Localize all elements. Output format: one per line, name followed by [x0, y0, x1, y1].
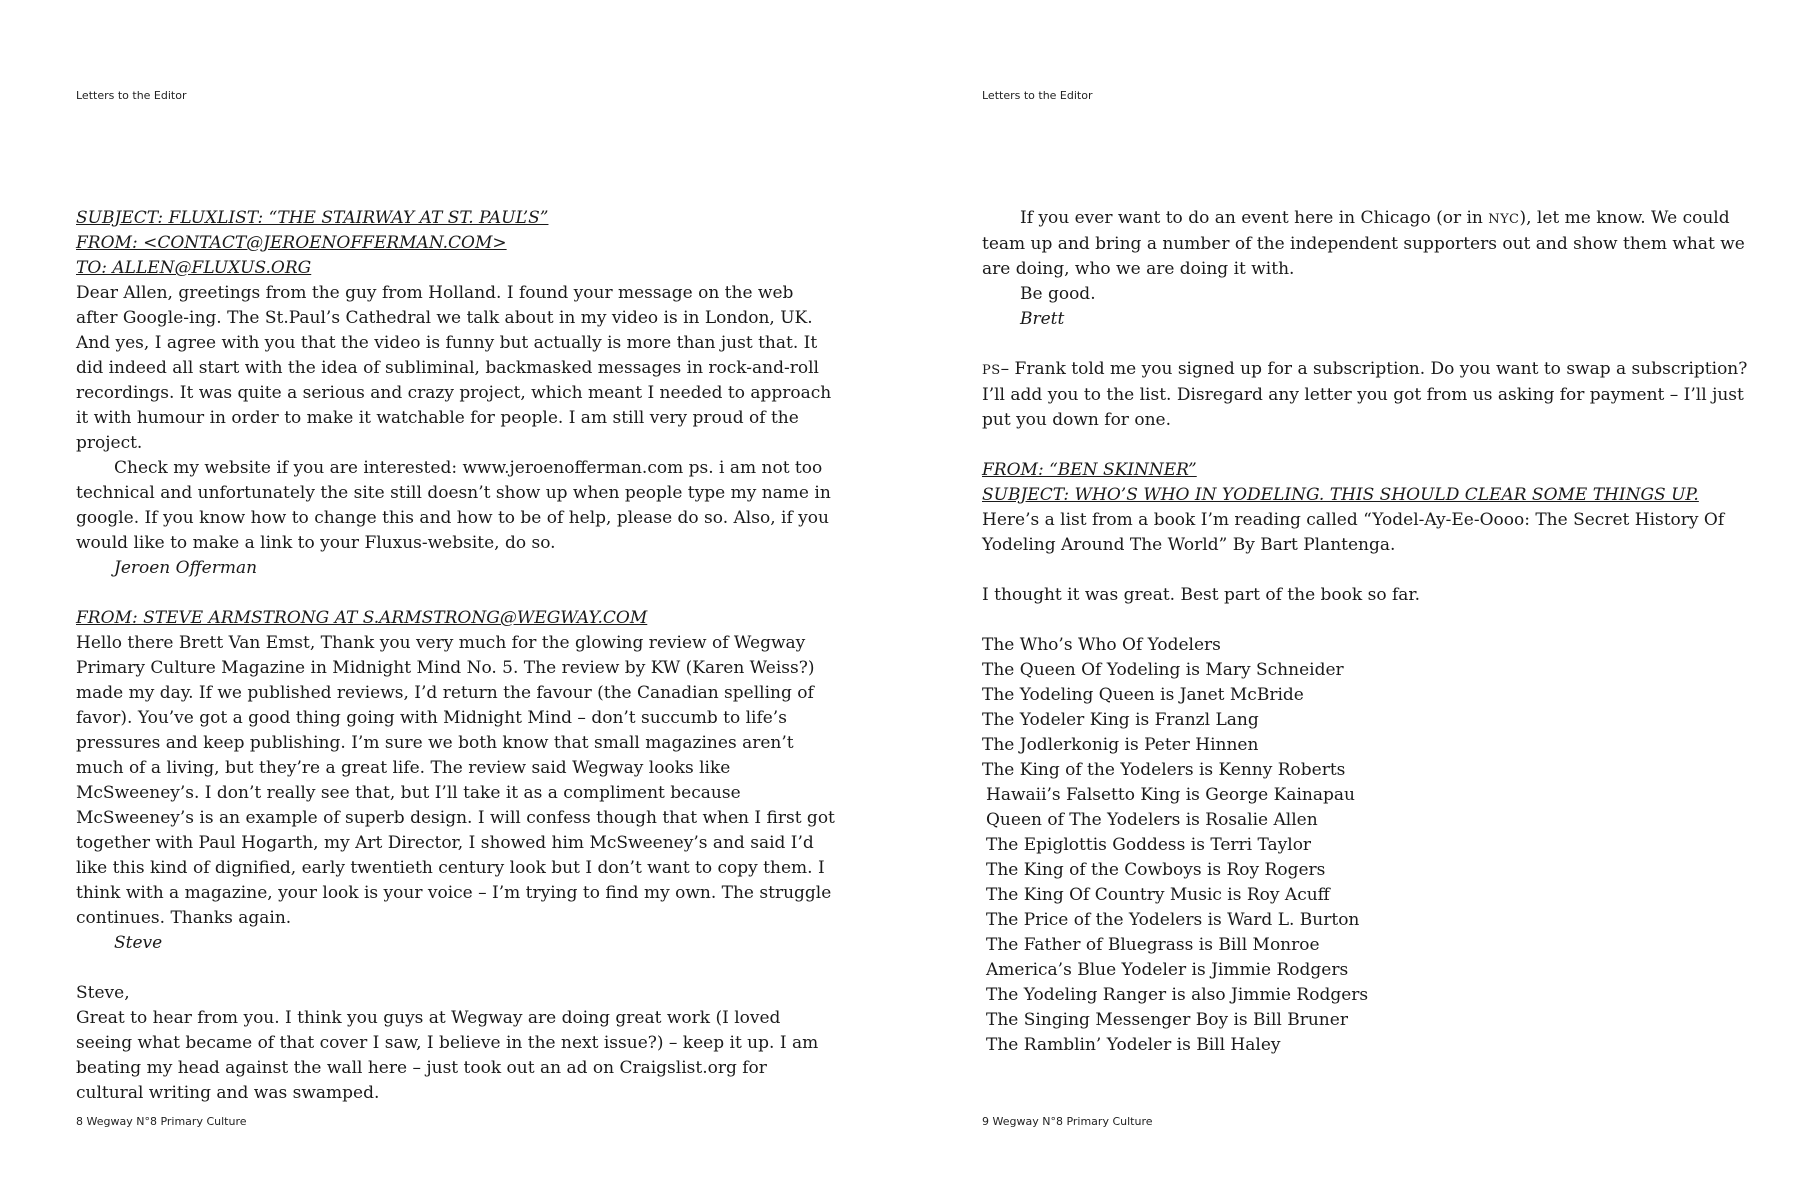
letter-paragraph: Great to hear from you. I think you guys at Wegway are doing great work (I loved seeing what became of that cover I saw, I believe in the next issue?) – keep it up. I am beating my head against the wall here – just took out an ad on Craigslist.org for cultural writing and was swamped.: [76, 1008, 819, 1103]
list-item: The Yodeling Ranger is also Jimmie Rodgers: [986, 985, 1369, 1005]
list-item: Hawaii’s Falsetto King is George Kainapau: [986, 785, 1355, 805]
letter-paragraph: [982, 206, 1754, 282]
list-item: The Yodeling Queen is Janet McBride: [982, 685, 1304, 705]
letter-from: FROM: “BEN SKINNER”: [982, 460, 1197, 480]
letter-reply-continued: [982, 206, 1754, 433]
list-item: The Price of the Yodelers is Ward L. Burton: [986, 910, 1360, 930]
letter-subject: SUBJECT: FLUXLIST: “THE STAIRWAY AT ST. PAUL’S”: [76, 208, 549, 228]
letter-postscript: [982, 357, 1754, 433]
letter-ben-skinner: [982, 458, 1754, 1058]
letter-paragraph: Hello there Brett Van Emst, Thank you very much for the glowing review of Wegway Primary Culture Magazine in Midnight Mind No. 5. The review by KW (Karen Weiss?) made my day. If we published reviews, I’d return the favour (the Canadian spelling of favor). You’ve got a good thing going with Midnight Mind – don’t succumb to life’s pressures and keep publishing. I’m sure we both know that small magazines aren’t much of a living, but they’re a great life. The review said Wegway looks like McSweeney’s. I don’t really see that, but I’ll take it as a compliment because McSweeney’s is an example of superb design. I will confess though that when I first got together with Paul Hogarth, my Art Director, I showed him McSweeney’s and said I’d like this kind of dignified, early twentieth century look but I don’t want to copy them. I think with a magazine, your look is your voice – I’m trying to find my own. The struggle continues. Thanks again.: [76, 633, 835, 928]
list-item: The King of the Yodelers is Kenny Roberts: [982, 760, 1346, 780]
letter-reply-to-steve: [76, 981, 838, 1106]
list-item: The Queen Of Yodeling is Mary Schneider: [982, 660, 1344, 680]
page-folio: 8 Wegway N°8 Primary Culture: [76, 1115, 247, 1128]
small-caps-nyc: NYC: [1488, 212, 1520, 227]
yodeler-list: [982, 633, 1754, 1058]
letter-steve-armstrong: [76, 606, 838, 956]
right-page: [900, 0, 1800, 1200]
list-item: The King Of Country Music is Roy Acuff: [986, 885, 1330, 905]
running-head: Letters to the Editor: [76, 89, 187, 102]
list-item: The Who’s Who Of Yodelers: [982, 635, 1221, 655]
letter-signature: Brett: [1020, 309, 1065, 329]
list-item: Queen of The Yodelers is Rosalie Allen: [986, 810, 1318, 830]
letter-paragraph: Check my website if you are interested: www.jeroenofferman.com ps. i am not too technical and unfortunately the site still doesn’t show up when people type my name in google. If you know how to change this and how to be of help, please do so. Also, if you would like to make a link to your Fluxus-website, do so.: [76, 458, 831, 553]
text-run: If you ever want to do an event here in Chicago (or in: [1020, 208, 1489, 228]
list-item: The Ramblin’ Yodeler is Bill Haley: [986, 1035, 1281, 1055]
letter-paragraph: I thought it was great. Best part of the book so far.: [982, 585, 1421, 605]
text-run: ), let me know. We could team up and bring a number of the independent supporters out and show them what we are doing, who we are doing it with.: [982, 208, 1745, 279]
list-item: The Singing Messenger Boy is Bill Bruner: [986, 1010, 1348, 1030]
list-item: The Father of Bluegrass is Bill Monroe: [986, 935, 1320, 955]
list-item: The Epiglottis Goddess is Terri Taylor: [986, 835, 1312, 855]
left-page-body: [76, 206, 838, 1106]
letter-subject: SUBJECT: WHO’S WHO IN YODELING. THIS SHOULD CLEAR SOME THINGS UP.: [982, 485, 1699, 505]
letter-salutation: Steve,: [76, 983, 130, 1003]
letter-jeroen-offerman: [76, 206, 838, 581]
page-folio: 9 Wegway N°8 Primary Culture: [982, 1115, 1153, 1128]
list-item: The Yodeler King is Franzl Lang: [982, 710, 1259, 730]
list-item: The Jodlerkonig is Peter Hinnen: [982, 735, 1259, 755]
letter-from: FROM: STEVE ARMSTRONG AT S.ARMSTRONG@WEGWAY.COM: [76, 608, 648, 628]
right-page-body: [982, 206, 1754, 1058]
letter-from: FROM: <CONTACT@JEROENOFFERMAN.COM>: [76, 233, 507, 253]
running-head: Letters to the Editor: [982, 89, 1093, 102]
letter-closing: Be good.: [1020, 284, 1096, 304]
letter-signature: Jeroen Offerman: [114, 558, 258, 578]
letter-signature: Steve: [114, 933, 163, 953]
list-item: America’s Blue Yodeler is Jimmie Rodgers: [986, 960, 1349, 980]
letter-to: TO: ALLEN@FLUXUS.ORG: [76, 258, 312, 278]
letter-paragraph: Here’s a list from a book I’m reading called “Yodel-Ay-Ee-Oooo: The Secret History Of Yodeling Around The World” By Bart Plantenga.: [982, 510, 1725, 555]
text-run: – Frank told me you signed up for a subscription. Do you want to swap a subscription? I’ll add you to the list. Disregard any letter you got from us asking for payment – I’ll just put you down for one.: [982, 359, 1748, 430]
list-item: The King of the Cowboys is Roy Rogers: [986, 860, 1326, 880]
letter-paragraph: Dear Allen, greetings from the guy from Holland. I found your message on the web after Google-ing. The St.Paul’s Cathedral we talk about in my video is in London, UK. And yes, I agree with you that the video is funny but actually is more than just that. It did indeed all start with the idea of subliminal, backmasked messages in rock-and-roll recordings. It was quite a serious and crazy project, which meant I needed to approach it with humour in order to make it watchable for people. I am still very proud of the project.: [76, 283, 832, 453]
ps-label: PS: [982, 363, 1001, 378]
